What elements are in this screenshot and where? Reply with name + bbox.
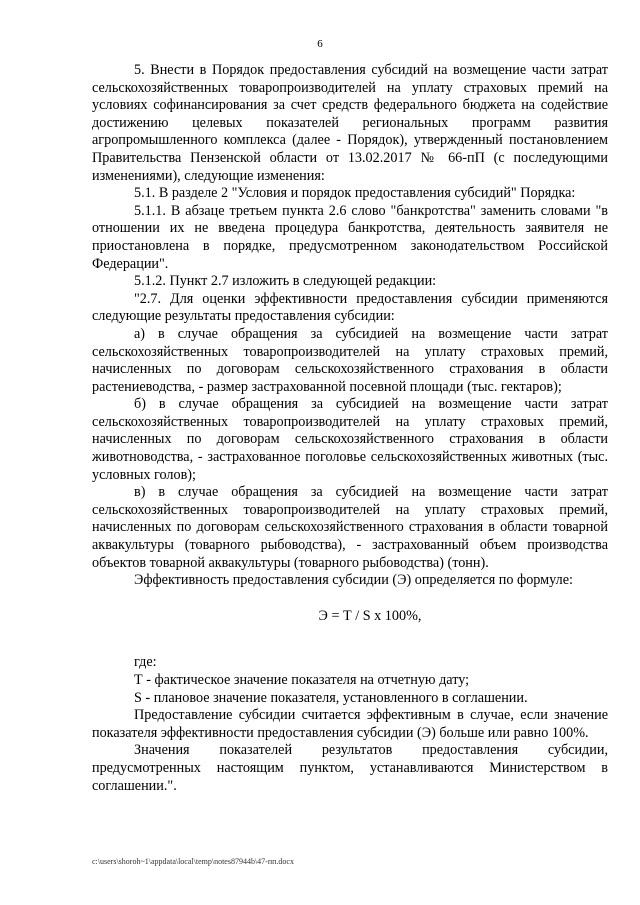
paragraph-5-1-1: 5.1.1. В абзаце третьем пункта 2.6 слово "банкротства" заменить словами "в отношении их не введена процедура банкротства, деятельность заявителя не приостановлена в порядке, предусмотренном законодательством Российской Федерации". [92, 202, 608, 272]
paragraph-values: Значения показателей результатов предоставления субсидии, предусмотренных настоящим пунктом, устанавливаются Министерством в соглашении.". [92, 742, 608, 794]
footer-file-path: c:\users\shoroh~1\appdata\local\temp\notes87944b\47-пп.docx [92, 857, 294, 866]
formula: Э = Т / S х 100%, [318, 607, 422, 624]
paragraph-item-b: б) в случае обращения за субсидией на возмещение части затрат сельскохозяйственных товаропроизводителей на уплату страховых премий, начисленных по договорам сельскохозяйственного страхования в области животноводства, - застрахованное поголовье сельскохозяйственных животных (тыс. условных голов); [92, 396, 608, 483]
paragraph-item-v: в) в случае обращения за субсидией на возмещение части затрат сельскохозяйственных товаропроизводителей на уплату страховых премий, начисленных по договорам сельскохозяйственного страхования в области товарной аквакультуры (товарного рыбоводства), - застрахованный объем производства объектов товарной аквакультуры (товарного рыбоводства) (тонн). [92, 484, 608, 571]
document-body [92, 62, 608, 795]
paragraph-5-1-2: 5.1.2. Пункт 2.7 изложить в следующей редакции: [134, 273, 437, 290]
paragraph-effective: Предоставление субсидии считается эффективным в случае, если значение показателя эффективности предоставления субсидии (Э) больше или равно 100%. [92, 707, 608, 741]
definition-t: Т - фактическое значение показателя на отчетную дату; [134, 672, 470, 688]
paragraph-5-1: 5.1. В разделе 2 "Условия и порядок предоставления субсидий" Порядка: [134, 185, 576, 202]
paragraph-formula-intro: Эффективность предоставления субсидии (Э) определяется по формуле: [134, 572, 573, 589]
paragraph-5: 5. Внести в Порядок предоставления субсидий на возмещение части затрат сельскохозяйственных товаропроизводителей на уплату страховых премий на условиях софинансирования за счет средств федерального бюджета на содействие достижению целевых показателей региональных программ развития агропромышленного комплекса (далее - Порядок), утвержденный постановлением Правительства Пензенской области от 13.02.2017 № 66-пП (с последующими изменениями), следующие изменения: [92, 62, 608, 184]
paragraph-item-a: а) в случае обращения за субсидией на возмещение части затрат сельскохозяйственных товаропроизводителей на уплату страховых премий, начисленных по договорам сельскохозяйственного страхования в области растениеводства, - размер застрахованной посевной площади (тыс. гектаров); [92, 325, 608, 395]
paragraph-2-7: "2.7. Для оценки эффективности предоставления субсидии применяются следующие результаты предоставления субсидии: [92, 290, 608, 325]
page-number: 6 [317, 38, 323, 50]
where-label: где: [134, 654, 157, 671]
definition-s: S - плановое значение показателя, установленного в соглашении. [134, 689, 528, 706]
